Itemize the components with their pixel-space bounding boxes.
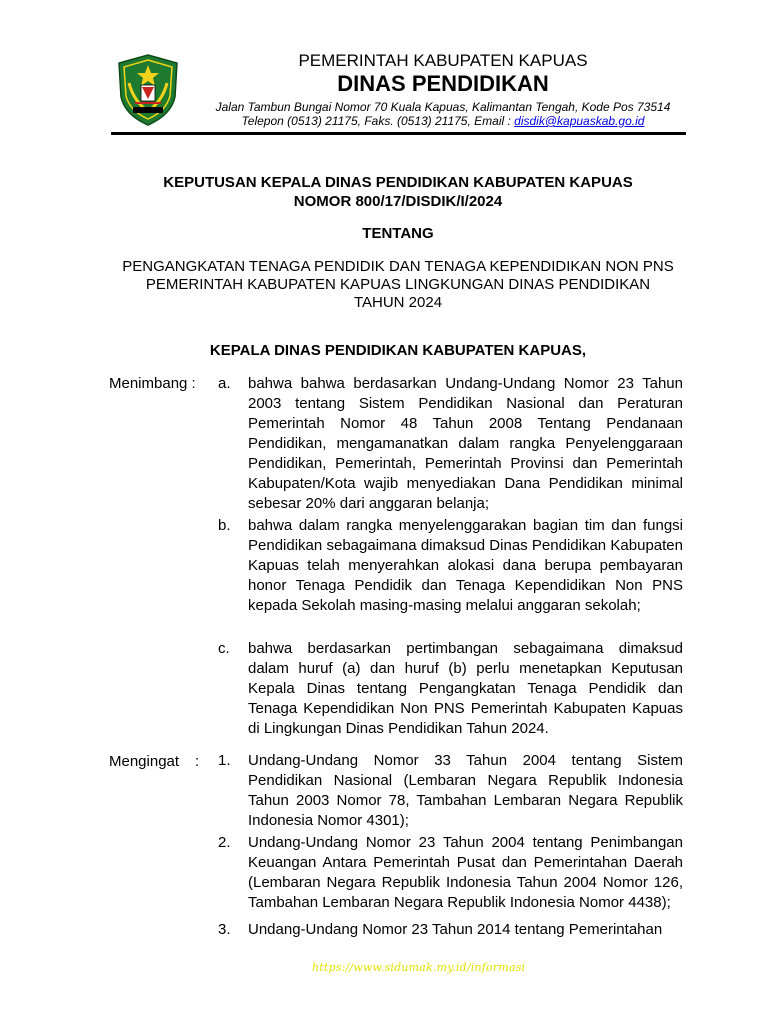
decree-title: KEPUTUSAN KEPALA DINAS PENDIDIKAN KABUPATEN KAPUAS	[163, 174, 633, 191]
contact-phone-fax: Telepon (0513) 21175, Faks. (0513) 21175, Email :	[241, 114, 515, 128]
list-marker: a.	[218, 375, 231, 392]
letterhead	[115, 50, 685, 136]
decree-subject-line: PEMERINTAH KABUPATEN KAPUAS LINGKUNGAN DINAS PENDIDIKAN	[145, 276, 651, 293]
decree-subject-line: TAHUN 2024	[353, 294, 443, 311]
list-marker: 2.	[218, 834, 231, 851]
mengingat-colon: :	[195, 753, 200, 770]
office-address: Jalan Tambun Bungai Nomor 70 Kuala Kapuas, Kalimantan Tengah, Kode Pos 73514	[215, 100, 671, 114]
list-marker: b.	[218, 517, 231, 534]
list-marker: c.	[218, 640, 230, 657]
menimbang-item: bahwa bahwa berdasarkan Undang-Undang Nomor 23 Tahun 2003 tentang Sistem Pendidikan Nasional dan Peraturan Pemerintah Nomor 48 Tahun 2008 Tentang Pendanaan Pendidikan, mengamanatkan dalam rangka Penyelenggaraan Pendidikan, Pemerintah, Pemerintah Provinsi dan Pemerintah Kabupaten/Kota wajib menyediakan Dana Pendidikan minimal sebesar 20% dari anggaran belanja;	[248, 375, 683, 512]
list-marker: 3.	[218, 921, 231, 938]
decree-subject-line: PENGANGKATAN TENAGA PENDIDIK DAN TENAGA KEPENDIDIKAN NON PNS	[122, 258, 674, 275]
email-link[interactable]: disdik@kapuaskab.go.id	[514, 114, 645, 128]
office-name: DINAS PENDIDIKAN	[337, 71, 549, 96]
menimbang-label: Menimbang :	[109, 375, 196, 392]
government-name: PEMERINTAH KABUPATEN KAPUAS	[298, 51, 588, 70]
menimbang-item: bahwa berdasarkan pertimbangan sebagaimana dimaksud dalam huruf (a) dan huruf (b) perlu menetapkan Keputusan Kepala Dinas tentang Pengangkatan Tenaga Pendidik dan Tenaga Kependidikan Non PNS Pemerintah Kabupaten Kapuas di Lingkungan Dinas Pendidikan Tahun 2024.	[248, 640, 683, 737]
decree-about: TENTANG	[362, 225, 434, 242]
decree-number: NOMOR 800/17/DISDIK/I/2024	[293, 193, 503, 210]
menimbang-item: bahwa dalam rangka menyelenggarakan bagian tim dan fungsi Pendidikan sebagaimana dimaksud Dinas Pendidikan Kabupaten Kapuas telah menyerahkan alokasi dana berupa pembayaran honor Tenaga Pendidik dan Tenaga Kependidikan Non PNS kepada Sekolah masing-masing melalui anggaran sekolah;	[248, 517, 683, 614]
letterhead-text	[185, 50, 701, 128]
letterhead-divider	[111, 132, 686, 135]
mengingat-item: Undang-Undang Nomor 23 Tahun 2004 tentang Penimbangan Keuangan Antara Pemerintah Pusat dan Pemerintahan Daerah (Lembaran Negara Republik Indonesia Tahun 2004 Nomor 126, Tambahan Lembaran Negara Republik Indonesia Nomor 4438);	[248, 834, 683, 911]
office-contact	[185, 114, 701, 128]
mengingat-item: Undang-Undang Nomor 23 Tahun 2014 tentang Pemerintahan	[248, 921, 663, 938]
mengingat-item: Undang-Undang Nomor 33 Tahun 2004 tentang Sistem Pendidikan Nasional (Lembaran Negara Republik Indonesia Tahun 2003 Nomor 78, Tambahan Lembaran Negara Republik Indonesia Nomor 4301);	[248, 752, 683, 829]
decree-issuer: KEPALA DINAS PENDIDIKAN KABUPATEN KAPUAS,	[209, 342, 587, 359]
kapuas-regency-emblem-icon	[115, 53, 181, 127]
watermark-url: https://www.sidumak.my.id/informasi	[312, 961, 526, 974]
list-marker: 1.	[218, 752, 231, 769]
mengingat-label: Mengingat	[109, 753, 180, 770]
